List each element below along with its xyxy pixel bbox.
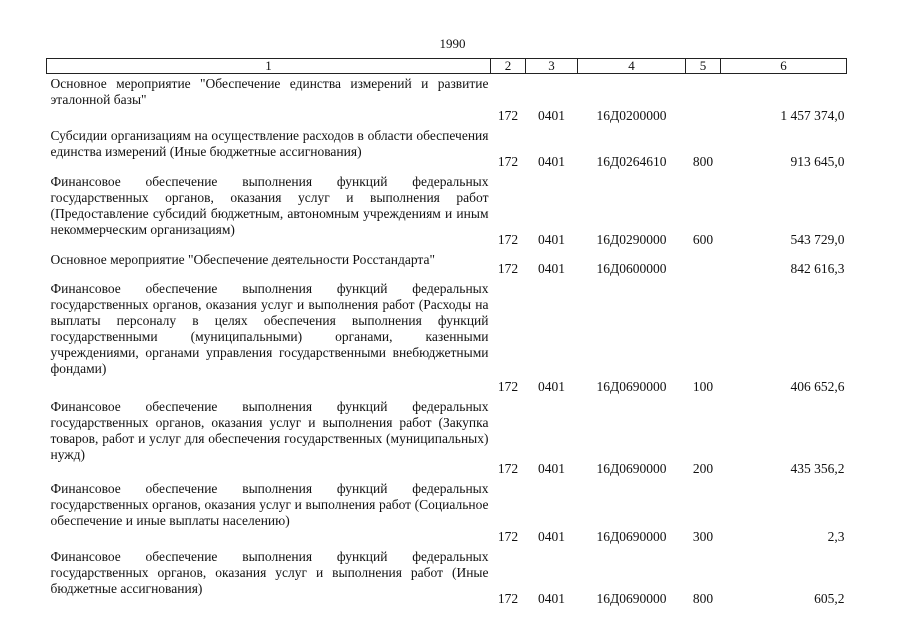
table-row <box>47 477 847 545</box>
table-row <box>47 124 847 170</box>
row-expense-type: 300 <box>692 529 714 544</box>
row-section-code: 0401 <box>538 591 565 606</box>
row-section-code: 0401 <box>538 529 565 544</box>
row-target-code: 16Д0690000 <box>596 529 667 544</box>
row-section-code: 0401 <box>538 154 565 169</box>
row-description: Субсидии организациям на осуществление расходов в области обеспечения единства измерений (Иные бюджетные ассигнования) <box>50 128 489 159</box>
page-number: 1990 <box>439 36 466 51</box>
table-row <box>47 170 847 248</box>
row-expense-type: 100 <box>692 379 714 394</box>
row-expense-type <box>686 248 721 277</box>
row-ministry-code: 172 <box>497 461 519 476</box>
row-amount: 842 616,3 <box>790 261 845 276</box>
row-description: Финансовое обеспечение выполнения функций федеральных государственных органов, оказания услуг и выполнения работ (Предоставление субсидий бюджетным, автономным учреждениям и иным некоммерческим организациям) <box>50 174 489 237</box>
row-description: Финансовое обеспечение выполнения функций федеральных государственных органов, оказания услуг и выполнения работ (Расходы на выплаты персоналу в целях обеспечения выполнения функций государственными (муниципальными) органами, казенными учреждениями, органами управления государственными внебюджетными фондами) <box>50 281 489 376</box>
row-expense-type: 200 <box>692 461 714 476</box>
budget-table <box>46 58 847 607</box>
row-amount: 543 729,0 <box>790 232 845 247</box>
row-ministry-code: 172 <box>497 529 519 544</box>
row-amount: 406 652,6 <box>790 379 845 394</box>
column-header: 4 <box>578 59 686 74</box>
row-description: Основное мероприятие "Обеспечение деятельности Росстандарта" <box>50 252 435 267</box>
column-header: 3 <box>526 59 578 74</box>
table-row <box>47 74 847 125</box>
row-expense-type <box>686 74 721 125</box>
row-section-code: 0401 <box>538 232 565 247</box>
row-ministry-code: 172 <box>497 232 519 247</box>
column-header: 5 <box>686 59 721 74</box>
row-description: Основное мероприятие "Обеспечение единства измерений и развитие эталонной базы" <box>50 76 489 107</box>
row-target-code: 16Д0290000 <box>596 232 667 247</box>
table-header-row <box>47 59 847 74</box>
table-row <box>47 277 847 395</box>
row-amount: 913 645,0 <box>790 154 845 169</box>
row-section-code: 0401 <box>538 108 565 123</box>
row-amount: 2,3 <box>827 529 845 544</box>
row-ministry-code: 172 <box>497 154 519 169</box>
row-description: Финансовое обеспечение выполнения функций федеральных государственных органов, оказания услуг и выполнения работ (Социальное обеспечение и иные выплаты населению) <box>50 481 489 528</box>
row-expense-type: 800 <box>692 591 714 606</box>
row-amount: 605,2 <box>814 591 845 606</box>
row-description: Финансовое обеспечение выполнения функций федеральных государственных органов, оказания услуг и выполнения работ (Иные бюджетные ассигнования) <box>50 549 489 596</box>
table-row <box>47 395 847 477</box>
table-row <box>47 248 847 277</box>
row-amount: 1 457 374,0 <box>780 108 845 123</box>
row-ministry-code: 172 <box>497 379 519 394</box>
column-header: 6 <box>721 59 847 74</box>
column-header: 1 <box>47 59 491 74</box>
row-ministry-code: 172 <box>497 591 519 606</box>
row-target-code: 16Д0690000 <box>596 379 667 394</box>
row-section-code: 0401 <box>538 461 565 476</box>
row-target-code: 16Д0690000 <box>596 591 667 606</box>
row-target-code: 16Д0690000 <box>596 461 667 476</box>
row-amount: 435 356,2 <box>790 461 845 476</box>
row-description: Финансовое обеспечение выполнения функций федеральных государственных органов, оказания услуг и выполнения работ (Закупка товаров, работ и услуг для обеспечения государственных (муниципальных) нужд) <box>50 399 489 462</box>
row-section-code: 0401 <box>538 261 565 276</box>
column-header: 2 <box>491 59 526 74</box>
row-target-code: 16Д0264610 <box>596 154 667 169</box>
row-ministry-code: 172 <box>497 108 519 123</box>
row-section-code: 0401 <box>538 379 565 394</box>
row-expense-type: 800 <box>692 154 714 169</box>
row-expense-type: 600 <box>692 232 714 247</box>
row-target-code: 16Д0600000 <box>596 261 667 276</box>
table-row <box>47 545 847 607</box>
row-target-code: 16Д0200000 <box>596 108 667 123</box>
row-ministry-code: 172 <box>497 261 519 276</box>
